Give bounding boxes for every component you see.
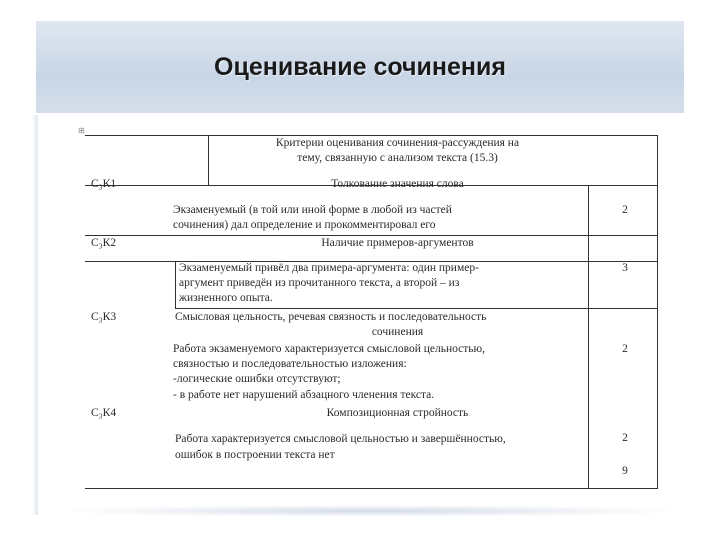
criterion-code: С₃К3 — [91, 311, 117, 323]
criterion-score: 2 — [622, 432, 628, 444]
criterion-description-line: Экзаменуемый привёл два примера-аргумента: один пример- — [179, 262, 479, 274]
criterion-description-line: -логические ошибки отсутствуют; — [173, 373, 341, 385]
left-shadow — [32, 115, 38, 515]
criterion-score: 2 — [622, 343, 628, 355]
criterion-description-line: аргумент приведён из прочитанного текста, а второй – из — [179, 277, 460, 289]
criterion-description-line: - в работе нет нарушений абзацного членения текста. — [173, 389, 435, 401]
criterion-code: С₃К1 — [91, 178, 117, 190]
criteria-table — [85, 133, 661, 489]
table-header-line-1: Критерии оценивания сочинения-рассуждения на — [275, 137, 520, 149]
score-column-divider — [588, 185, 589, 489]
criterion-name-line: сочинения — [371, 326, 424, 338]
criterion-description-line: ошибок в построении текста нет — [175, 449, 335, 461]
slide-title: Оценивание сочинения — [214, 52, 506, 81]
criterion-code: С₃К2 — [91, 237, 117, 249]
criterion-description-line: связностью и последовательностью изложения: — [173, 358, 407, 370]
criterion-score: 3 — [622, 262, 628, 274]
desc-left-border-2 — [175, 261, 176, 308]
criterion-name: Композиционная стройность — [326, 407, 469, 419]
criterion-score: 2 — [622, 204, 628, 216]
table-anchor-icon: ⊞ — [78, 126, 85, 135]
criterion-name: Наличие примеров-аргументов — [321, 237, 474, 249]
criterion-description-line: сочинения) дал определение и прокомментировал его — [173, 219, 436, 231]
header-left-border — [208, 135, 209, 185]
bottom-shadow — [50, 505, 690, 517]
criterion-description-line: Экзаменуемый (в той или иной форме в любой из частей — [173, 204, 452, 216]
row-rule-3 — [175, 308, 658, 309]
total-score: 9 — [622, 465, 628, 477]
criterion-code: С₃К4 — [91, 407, 117, 419]
criterion-name: Толкование значения слова — [331, 178, 464, 190]
table-header-line-2: тему, связанную с анализом текста (15.3) — [297, 152, 498, 164]
criterion-name-line: Смысловая цельность, речевая связность и последовательность — [175, 311, 487, 323]
criterion-description-line: Работа характеризуется смысловой цельностью и завершённостью, — [175, 433, 506, 445]
criterion-description-line: жизненного опыта. — [179, 292, 273, 304]
criterion-description-line: Работа экзаменуемого характеризуется смысловой цельностью, — [173, 343, 486, 355]
